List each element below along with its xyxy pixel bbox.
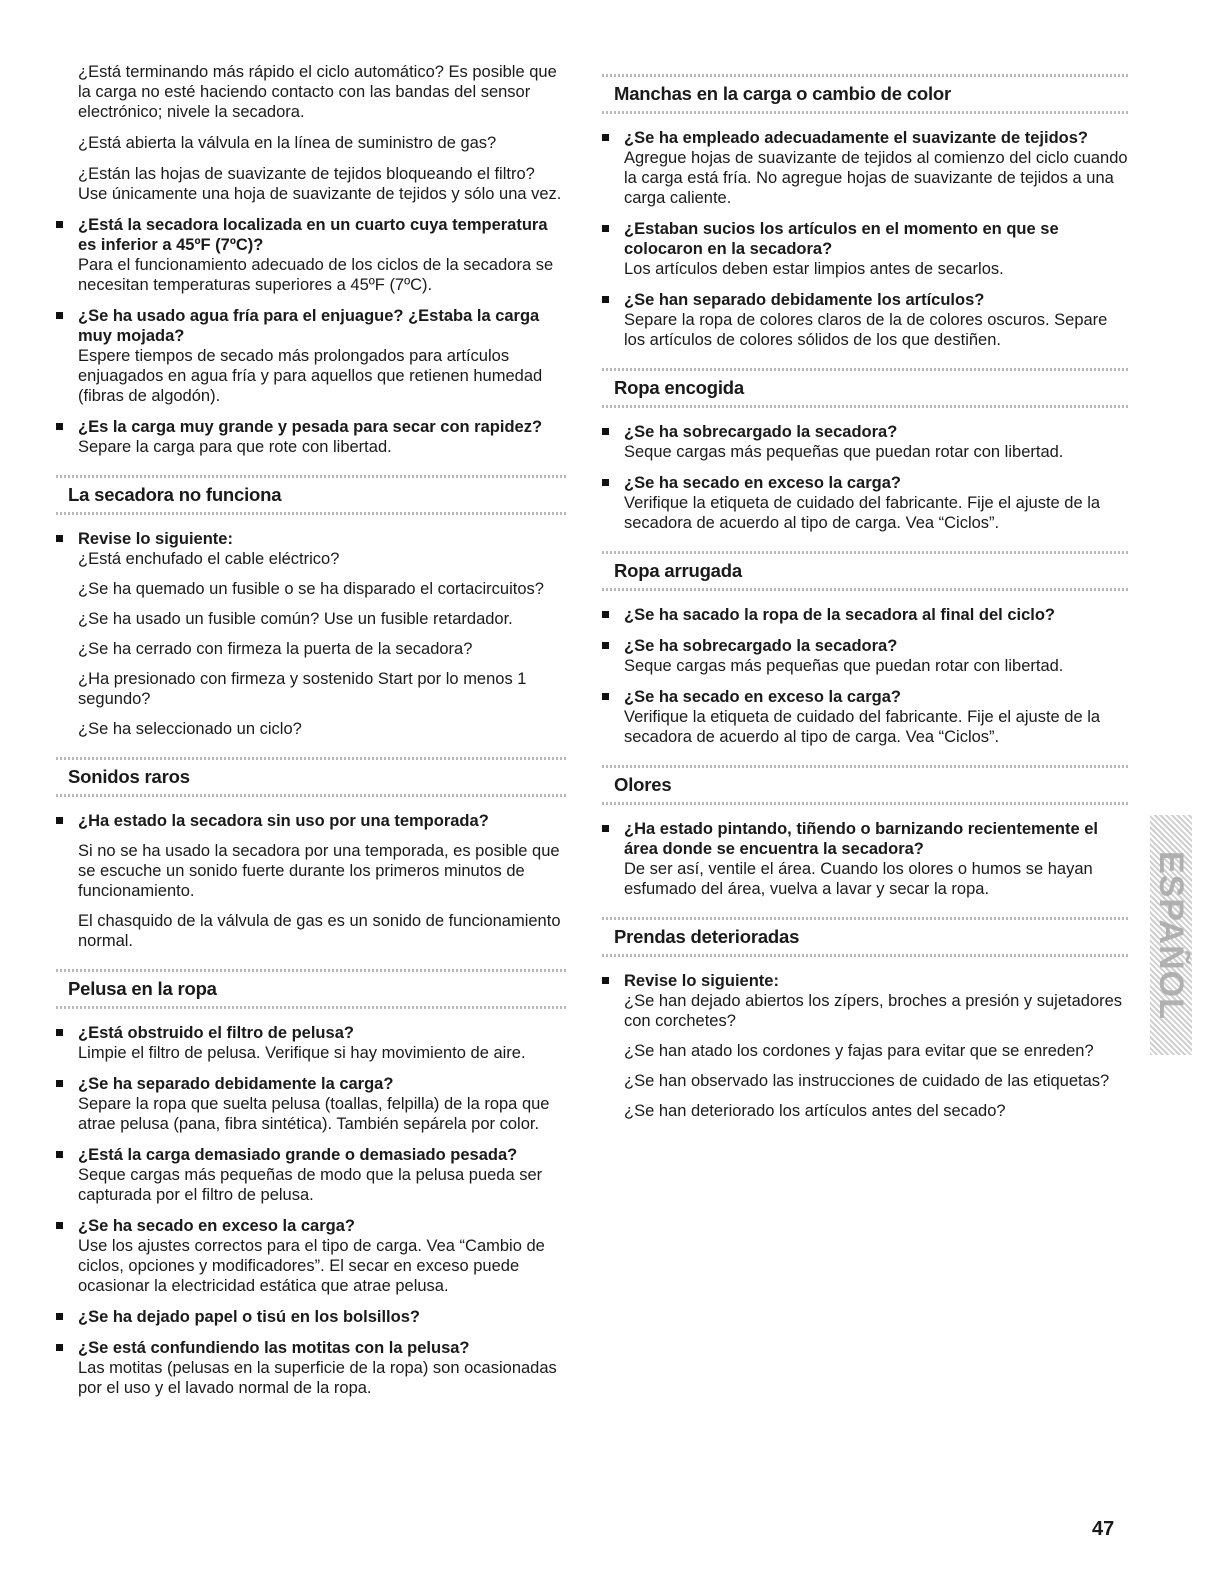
- answer: De ser así, ventile el área. Cuando los olores o humos se hayan esfumado del área, vuelva a lavar y secar la ropa.: [624, 860, 1093, 898]
- answer: Seque cargas más pequeñas que puedan rotar con libertad.: [624, 657, 1064, 675]
- bullet-icon: [56, 1029, 63, 1036]
- answer: Las motitas (pelusas en la superficie de la ropa) son ocasionadas por el uso y el lavado normal de la ropa.: [78, 1359, 557, 1397]
- list-item: [56, 1338, 568, 1398]
- answer: ¿Ha presionado con firmeza y sostenido Start por lo menos 1 segundo?: [78, 670, 527, 708]
- bullet-icon: [56, 1222, 63, 1229]
- list-item: [602, 219, 1130, 279]
- page-number: 47: [1092, 1518, 1115, 1540]
- bullet-icon: [602, 977, 609, 984]
- answer: ¿Se ha quemado un fusible o se ha disparado el cortacircuitos?: [78, 580, 544, 598]
- paragraph: ¿Están las hojas de suavizante de tejidos bloqueando el filtro? Use únicamente una hoja de suavizante de tejidos y sólo una vez.: [78, 165, 562, 203]
- dotted-rule: [56, 1006, 568, 1009]
- section-header: [56, 757, 568, 797]
- answer: Los artículos deben estar limpios antes de secarlos.: [624, 260, 1004, 278]
- answer: Separe la ropa que suelta pelusa (toallas, felpilla) de la ropa que atrae pelusa (pana, fibra sintética). También sepárela por color.: [78, 1095, 550, 1133]
- bullet-icon: [602, 428, 609, 435]
- list-item: [56, 1307, 568, 1327]
- question: ¿Está la carga demasiado grande o demasiado pesada?: [78, 1146, 518, 1164]
- bullet-icon: [602, 134, 609, 141]
- answer: El chasquido de la válvula de gas es un sonido de funcionamiento normal.: [78, 912, 561, 950]
- answer: ¿Se han atado los cordones y fajas para evitar que se enreden?: [624, 1042, 1094, 1060]
- answer: ¿Se han deteriorado los artículos antes del secado?: [624, 1102, 1006, 1120]
- paragraph: ¿Está abierta la válvula en la línea de suministro de gas?: [78, 134, 497, 152]
- question: ¿Estaban sucios los artículos en el momento en que se colocaron en la secadora?: [624, 220, 1059, 258]
- question: ¿Se ha separado debidamente la carga?: [78, 1075, 394, 1093]
- section-header: [602, 917, 1130, 957]
- bullet-icon: [56, 312, 63, 319]
- dotted-rule: [602, 588, 1130, 591]
- answer: ¿Se han observado las instrucciones de cuidado de las etiquetas?: [624, 1072, 1110, 1090]
- section-title: Ropa encogida: [614, 377, 744, 398]
- answer: ¿Se han dejado abiertos los zípers, broches a presión y sujetadores con corchetes?: [624, 992, 1123, 1030]
- list-item: [602, 473, 1130, 533]
- question: ¿Se ha secado en exceso la carga?: [624, 474, 901, 492]
- right-column: [602, 62, 1130, 1132]
- bullet-icon: [602, 611, 609, 618]
- section-header: [602, 765, 1130, 805]
- bullet-icon: [56, 1080, 63, 1087]
- answer: ¿Está enchufado el cable eléctrico?: [78, 550, 340, 568]
- list-item: [56, 1023, 568, 1063]
- bullet-icon: [56, 1344, 63, 1351]
- answer: Si no se ha usado la secadora por una temporada, es posible que se escuche un sonido fuerte durante los primeros minutos de funcionamiento.: [78, 842, 560, 900]
- list-item: [56, 1216, 568, 1296]
- bullet-icon: [602, 825, 609, 832]
- list-item: [56, 306, 568, 406]
- language-tab-label: ESPAÑOL: [1152, 850, 1190, 1020]
- bullet-icon: [602, 296, 609, 303]
- left-column: [56, 62, 568, 1409]
- bullet-icon: [56, 535, 63, 542]
- list-item: [602, 290, 1130, 350]
- list-item: [602, 605, 1130, 625]
- section-header: [602, 74, 1130, 114]
- paragraph: ¿Está terminando más rápido el ciclo automático? Es posible que la carga no esté haciendo contacto con las bandas del sensor electrónico; nivele la secadora.: [78, 63, 557, 121]
- question: Revise lo siguiente:: [624, 972, 779, 990]
- section-title: Pelusa en la ropa: [68, 978, 217, 999]
- answer: Separe la ropa de colores claros de la de colores oscuros. Separe los artículos de colores sólidos de los que destiñen.: [624, 311, 1108, 349]
- list-item: [602, 422, 1130, 462]
- answer: Limpie el filtro de pelusa. Verifique si hay movimiento de aire.: [78, 1044, 526, 1062]
- list-item: [602, 636, 1130, 676]
- question: ¿Se ha sacado la ropa de la secadora al final del ciclo?: [624, 606, 1055, 624]
- dotted-rule: [602, 111, 1130, 114]
- list-item: [56, 529, 568, 739]
- section-title: La secadora no funciona: [68, 484, 282, 505]
- question: ¿Se ha dejado papel o tisú en los bolsillos?: [78, 1308, 420, 1326]
- answer: ¿Se ha usado un fusible común? Use un fusible retardador.: [78, 610, 513, 628]
- list-item: [56, 1145, 568, 1205]
- list-item: [602, 128, 1130, 208]
- answer: Espere tiempos de secado más prolongados para artículos enjuagados en agua fría y para aquellos que retienen humedad (fibras de algodón).: [78, 347, 543, 405]
- question: ¿Se está confundiendo las motitas con la pelusa?: [78, 1339, 470, 1357]
- section-title: Ropa arrugada: [614, 560, 742, 581]
- bullet-icon: [56, 221, 63, 228]
- bullet-icon: [602, 642, 609, 649]
- question: ¿Se ha empleado adecuadamente el suavizante de tejidos?: [624, 129, 1088, 147]
- list-item: [56, 417, 568, 457]
- dotted-rule: [56, 794, 568, 797]
- list-item: [56, 215, 568, 295]
- bullet-icon: [56, 423, 63, 430]
- answer: Verifique la etiqueta de cuidado del fabricante. Fije el ajuste de la secadora de acuerdo al tipo de carga. Vea “Ciclos”.: [624, 494, 1101, 532]
- bullet-icon: [602, 225, 609, 232]
- answer: Para el funcionamiento adecuado de los ciclos de la secadora se necesitan temperaturas superiores a 45ºF (7ºC).: [78, 256, 554, 294]
- list-item: [56, 811, 568, 951]
- section-header: [56, 475, 568, 515]
- section-header: [602, 551, 1130, 591]
- list-item: [602, 819, 1130, 899]
- question: ¿Se han separado debidamente los artículos?: [624, 291, 985, 309]
- section-title: Manchas en la carga o cambio de color: [614, 83, 952, 104]
- bullet-icon: [56, 1151, 63, 1158]
- list-item: [56, 1074, 568, 1134]
- section-title: Sonidos raros: [68, 766, 190, 787]
- answer: Use los ajustes correctos para el tipo de carga. Vea “Cambio de ciclos, opciones y modificadores”. El secar en exceso puede ocasionar la electricidad estática que atrae pelusa.: [78, 1237, 545, 1295]
- list-item: [602, 971, 1130, 1121]
- question: ¿Es la carga muy grande y pesada para secar con rapidez?: [78, 418, 543, 436]
- answer: Separe la carga para que rote con libertad.: [78, 438, 392, 456]
- bullet-icon: [56, 817, 63, 824]
- dotted-rule: [602, 954, 1130, 957]
- dotted-rule: [602, 405, 1130, 408]
- bullet-icon: [602, 693, 609, 700]
- question: ¿Ha estado pintando, tiñendo o barnizando recientemente el área donde se encuentra la secadora?: [624, 820, 1098, 858]
- question: ¿Se ha sobrecargado la secadora?: [624, 423, 898, 441]
- section-header: [56, 969, 568, 1009]
- dotted-rule: [56, 512, 568, 515]
- bullet-icon: [56, 1313, 63, 1320]
- question: ¿Se ha sobrecargado la secadora?: [624, 637, 898, 655]
- list-item: [602, 687, 1130, 747]
- question: ¿Se ha secado en exceso la carga?: [78, 1217, 355, 1235]
- answer: ¿Se ha cerrado con firmeza la puerta de la secadora?: [78, 640, 473, 658]
- answer: Seque cargas más pequeñas que puedan rotar con libertad.: [624, 443, 1064, 461]
- answer: Verifique la etiqueta de cuidado del fabricante. Fije el ajuste de la secadora de acuerdo al tipo de carga. Vea “Ciclos”.: [624, 708, 1101, 746]
- answer: ¿Se ha seleccionado un ciclo?: [78, 720, 302, 738]
- section-title: Prendas deterioradas: [614, 926, 800, 947]
- section-title: Olores: [614, 774, 672, 795]
- question: ¿Se ha secado en exceso la carga?: [624, 688, 901, 706]
- question: ¿Está obstruido el filtro de pelusa?: [78, 1024, 354, 1042]
- answer: Agregue hojas de suavizante de tejidos al comienzo del ciclo cuando la carga está fría. No agregue hojas de suavizante de tejidos a una carga caliente.: [624, 149, 1128, 207]
- question: ¿Está la secadora localizada en un cuarto cuya temperatura es inferior a 45ºF (7ºC)?: [78, 216, 548, 254]
- section-header: [602, 368, 1130, 408]
- bullet-icon: [602, 479, 609, 486]
- question: ¿Ha estado la secadora sin uso por una temporada?: [78, 812, 489, 830]
- question: Revise lo siguiente:: [78, 530, 233, 548]
- question: ¿Se ha usado agua fría para el enjuague? ¿Estaba la carga muy mojada?: [78, 307, 540, 345]
- dotted-rule: [602, 802, 1130, 805]
- answer: Seque cargas más pequeñas de modo que la pelusa pueda ser capturada por el filtro de pelusa.: [78, 1166, 543, 1204]
